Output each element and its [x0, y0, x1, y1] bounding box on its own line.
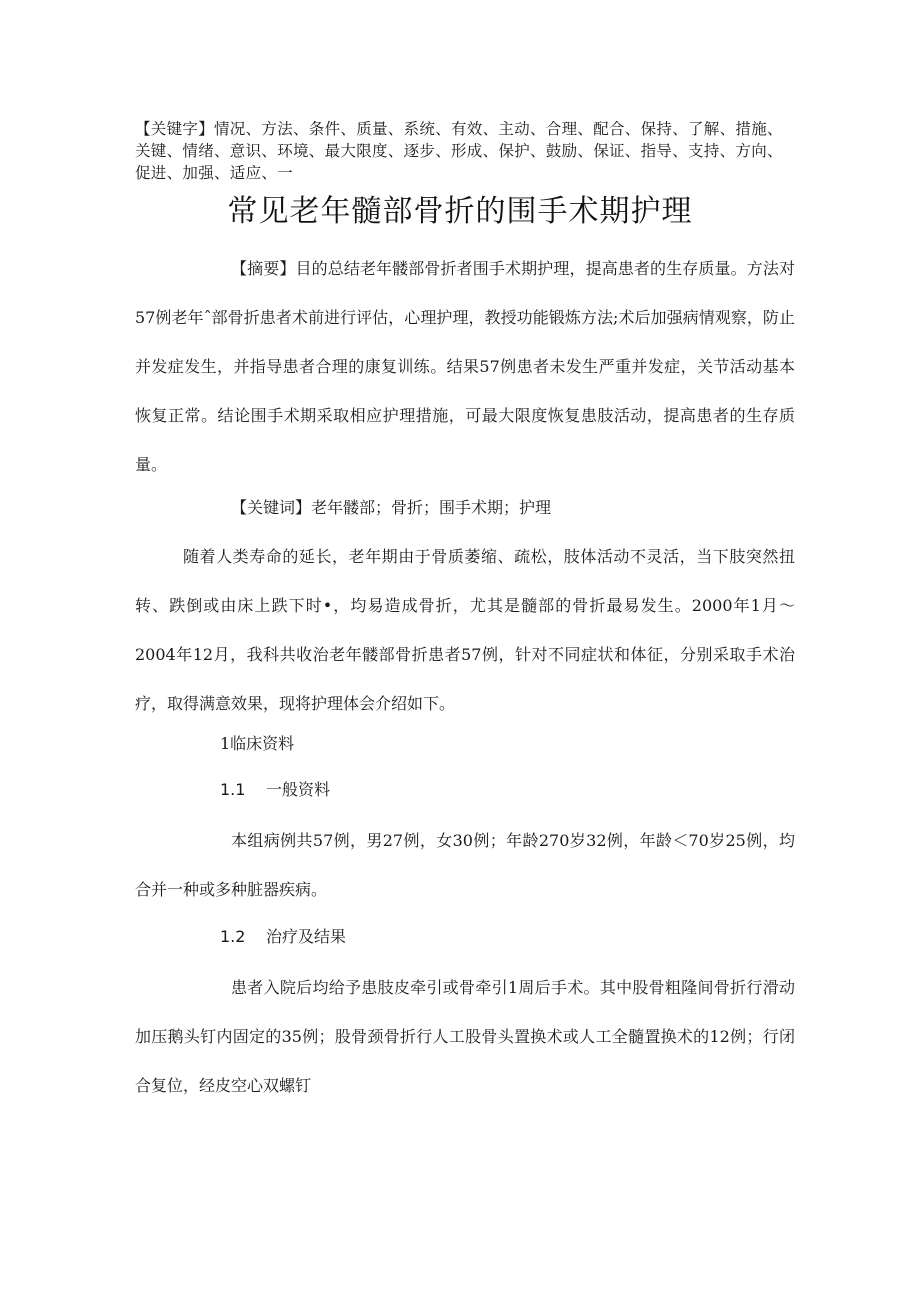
- keywords-line: 【关键词】老年髅部；骨折；围手术期；护理: [231, 498, 552, 517]
- section-label: 一般资料: [266, 780, 331, 799]
- intro-paragraph: 随着人类寿命的延长，老年期由于骨质萎缩、疏松，肢体活动不灵活，当下肢突然扭转、跌倒或由床上跌下时•，均易造成骨折，尤其是髓部的骨折最易发生。2000年1月～2004年12月，我科共收治老年髅部骨折患者57例，针对不同症状和体征，分别采取手术治疗，取得满意效果，现将护理体会介绍如下。: [135, 547, 795, 713]
- general-info-paragraph: 本组病例共57例，男27例，女30例；年龄270岁32例，年龄＜70岁25例，均合并一种或多种脏器疾病。: [135, 831, 795, 899]
- section-label: 治疗及结果: [266, 927, 347, 946]
- section-number: 1.2: [220, 927, 246, 946]
- section-heading-1-2: [220, 925, 346, 949]
- section-heading-1: 1临床资料: [220, 734, 295, 753]
- section-heading-1-1: [220, 778, 330, 802]
- treatment-paragraph: 患者入院后均给予患肢皮牵引或骨牵引1周后手术。其中股骨粗隆间骨折行滑动加压鹅头钉内固定的35例；股骨颈骨折行人工股骨头置换术或人工全髓置换术的12例；行闭合复位，经皮空心双螺钉: [135, 978, 795, 1095]
- keywords-header: 【关键字】情况、方法、条件、质量、系统、有效、主动、合理、配合、保持、了解、措施、关键、情绪、意识、环境、最大限度、逐步、形成、保护、鼓励、保证、指导、支持、方向、促进、加强、适应、一: [135, 120, 783, 182]
- section-number: 1.1: [220, 780, 246, 799]
- page-title: 常见老年髓部骨折的围手术期护理: [227, 194, 693, 229]
- abstract-paragraph: 【摘要】目的总结老年髅部骨折者围手术期护理，提高患者的生存质量。方法对57例老年ˆ部骨折患者术前进行评估，心理护理，教授功能锻炼方法;术后加强病情观察，防止并发症发生，并指导患者合理的康复训练。结果57例患者未发生严重并发症，关节活动基本恢复正常。结论围手术期采取相应护理措施，可最大限度恢复患肢活动，提高患者的生存质量。: [135, 259, 795, 474]
